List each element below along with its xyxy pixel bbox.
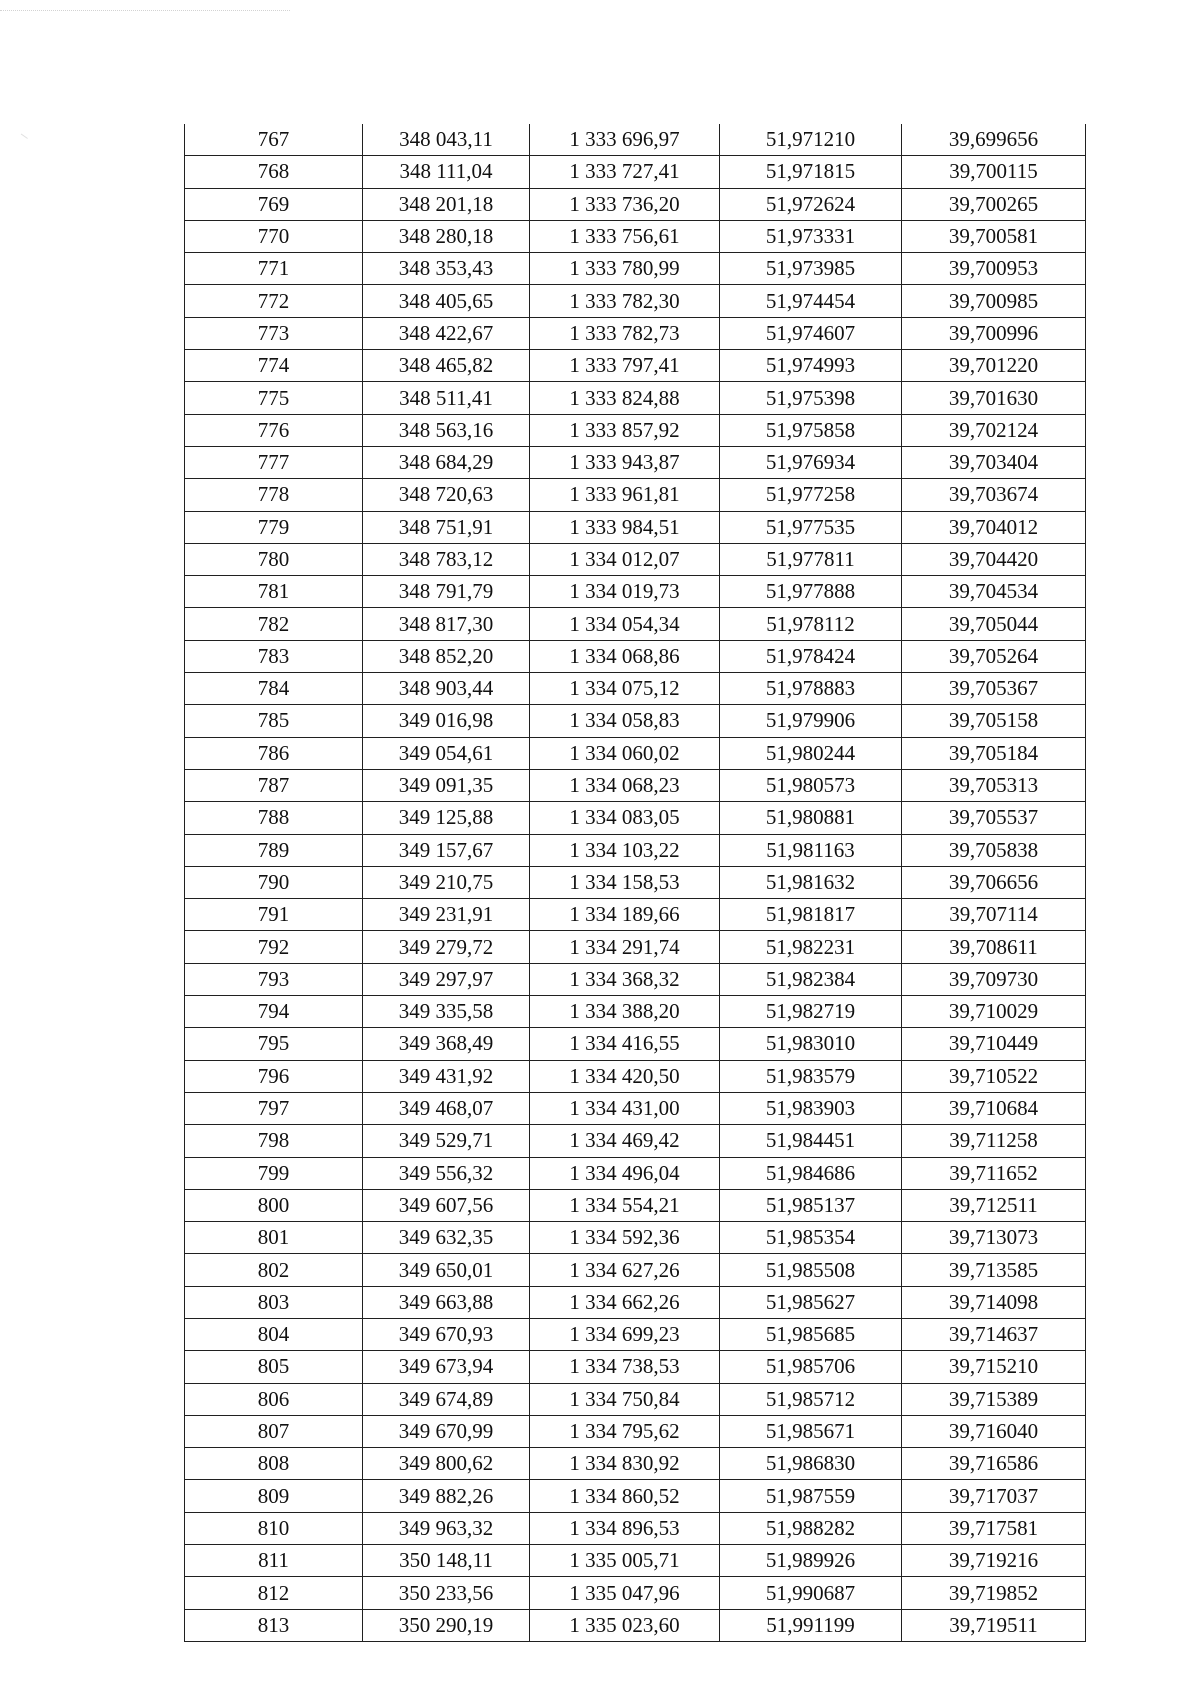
longitude-cell: 39,705838 [902, 834, 1086, 866]
table-row [185, 737, 1086, 769]
latitude-cell: 51,972624 [720, 188, 902, 220]
longitude-cell: 39,716586 [902, 1448, 1086, 1480]
latitude-cell: 51,985137 [720, 1189, 902, 1221]
latitude-cell: 51,985627 [720, 1286, 902, 1318]
table-row [185, 1092, 1086, 1124]
table-row [185, 543, 1086, 575]
latitude-cell: 51,982719 [720, 996, 902, 1028]
y-coordinate-cell: 1 334 368,32 [530, 963, 720, 995]
y-coordinate-cell: 1 334 627,26 [530, 1254, 720, 1286]
point-number-cell: 805 [185, 1351, 363, 1383]
table-row [185, 673, 1086, 705]
y-coordinate-cell: 1 334 019,73 [530, 576, 720, 608]
longitude-cell: 39,700115 [902, 156, 1086, 188]
y-coordinate-cell: 1 334 738,53 [530, 1351, 720, 1383]
y-coordinate-cell: 1 334 830,92 [530, 1448, 720, 1480]
x-coordinate-cell: 349 674,89 [363, 1383, 530, 1415]
point-number-cell: 795 [185, 1028, 363, 1060]
y-coordinate-cell: 1 334 075,12 [530, 673, 720, 705]
longitude-cell: 39,716040 [902, 1415, 1086, 1447]
table-row [185, 1577, 1086, 1609]
table-row [185, 931, 1086, 963]
table-row [185, 1512, 1086, 1544]
point-number-cell: 788 [185, 802, 363, 834]
x-coordinate-cell: 350 233,56 [363, 1577, 530, 1609]
y-coordinate-cell: 1 334 896,53 [530, 1512, 720, 1544]
x-coordinate-cell: 349 054,61 [363, 737, 530, 769]
latitude-cell: 51,985671 [720, 1415, 902, 1447]
x-coordinate-cell: 349 663,88 [363, 1286, 530, 1318]
latitude-cell: 51,980573 [720, 769, 902, 801]
longitude-cell: 39,700581 [902, 220, 1086, 252]
table-row [185, 124, 1086, 156]
longitude-cell: 39,705367 [902, 673, 1086, 705]
x-coordinate-cell: 349 673,94 [363, 1351, 530, 1383]
x-coordinate-cell: 349 670,93 [363, 1318, 530, 1350]
latitude-cell: 51,978424 [720, 640, 902, 672]
y-coordinate-cell: 1 333 943,87 [530, 446, 720, 478]
latitude-cell: 51,984686 [720, 1157, 902, 1189]
longitude-cell: 39,717581 [902, 1512, 1086, 1544]
longitude-cell: 39,711652 [902, 1157, 1086, 1189]
longitude-cell: 39,713073 [902, 1222, 1086, 1254]
x-coordinate-cell: 348 751,91 [363, 511, 530, 543]
x-coordinate-cell: 348 684,29 [363, 446, 530, 478]
longitude-cell: 39,719511 [902, 1609, 1086, 1641]
point-number-cell: 768 [185, 156, 363, 188]
longitude-cell: 39,710684 [902, 1092, 1086, 1124]
latitude-cell: 51,977258 [720, 479, 902, 511]
y-coordinate-cell: 1 334 068,23 [530, 769, 720, 801]
longitude-cell: 39,705184 [902, 737, 1086, 769]
point-number-cell: 808 [185, 1448, 363, 1480]
y-coordinate-cell: 1 334 058,83 [530, 705, 720, 737]
latitude-cell: 51,983010 [720, 1028, 902, 1060]
y-coordinate-cell: 1 334 795,62 [530, 1415, 720, 1447]
latitude-cell: 51,973985 [720, 253, 902, 285]
coordinates-table-body [185, 124, 1086, 1641]
longitude-cell: 39,719216 [902, 1545, 1086, 1577]
longitude-cell: 39,703404 [902, 446, 1086, 478]
x-coordinate-cell: 349 157,67 [363, 834, 530, 866]
table-row [185, 1125, 1086, 1157]
point-number-cell: 793 [185, 963, 363, 995]
point-number-cell: 776 [185, 414, 363, 446]
latitude-cell: 51,977535 [720, 511, 902, 543]
x-coordinate-cell: 348 111,04 [363, 156, 530, 188]
latitude-cell: 51,974993 [720, 350, 902, 382]
y-coordinate-cell: 1 334 554,21 [530, 1189, 720, 1221]
y-coordinate-cell: 1 334 750,84 [530, 1383, 720, 1415]
x-coordinate-cell: 349 632,35 [363, 1222, 530, 1254]
table-row [185, 1222, 1086, 1254]
point-number-cell: 778 [185, 479, 363, 511]
longitude-cell: 39,705264 [902, 640, 1086, 672]
longitude-cell: 39,714098 [902, 1286, 1086, 1318]
x-coordinate-cell: 348 852,20 [363, 640, 530, 672]
x-coordinate-cell: 349 279,72 [363, 931, 530, 963]
latitude-cell: 51,973331 [720, 220, 902, 252]
point-number-cell: 771 [185, 253, 363, 285]
point-number-cell: 774 [185, 350, 363, 382]
table-row [185, 1545, 1086, 1577]
latitude-cell: 51,983903 [720, 1092, 902, 1124]
table-row [185, 1157, 1086, 1189]
table-row [185, 188, 1086, 220]
point-number-cell: 799 [185, 1157, 363, 1189]
point-number-cell: 783 [185, 640, 363, 672]
y-coordinate-cell: 1 334 592,36 [530, 1222, 720, 1254]
point-number-cell: 806 [185, 1383, 363, 1415]
x-coordinate-cell: 348 422,67 [363, 317, 530, 349]
latitude-cell: 51,978883 [720, 673, 902, 705]
y-coordinate-cell: 1 333 961,81 [530, 479, 720, 511]
longitude-cell: 39,700996 [902, 317, 1086, 349]
longitude-cell: 39,710449 [902, 1028, 1086, 1060]
point-number-cell: 770 [185, 220, 363, 252]
table-row [185, 1286, 1086, 1318]
longitude-cell: 39,701630 [902, 382, 1086, 414]
latitude-cell: 51,975858 [720, 414, 902, 446]
latitude-cell: 51,985712 [720, 1383, 902, 1415]
point-number-cell: 781 [185, 576, 363, 608]
point-number-cell: 794 [185, 996, 363, 1028]
y-coordinate-cell: 1 333 727,41 [530, 156, 720, 188]
table-row [185, 834, 1086, 866]
longitude-cell: 39,710029 [902, 996, 1086, 1028]
y-coordinate-cell: 1 333 824,88 [530, 382, 720, 414]
y-coordinate-cell: 1 333 736,20 [530, 188, 720, 220]
table-row [185, 640, 1086, 672]
table-row [185, 511, 1086, 543]
x-coordinate-cell: 348 405,65 [363, 285, 530, 317]
x-coordinate-cell: 349 016,98 [363, 705, 530, 737]
x-coordinate-cell: 349 650,01 [363, 1254, 530, 1286]
longitude-cell: 39,700265 [902, 188, 1086, 220]
y-coordinate-cell: 1 333 756,61 [530, 220, 720, 252]
table-row [185, 285, 1086, 317]
longitude-cell: 39,719852 [902, 1577, 1086, 1609]
longitude-cell: 39,712511 [902, 1189, 1086, 1221]
latitude-cell: 51,971815 [720, 156, 902, 188]
table-row [185, 253, 1086, 285]
y-coordinate-cell: 1 333 984,51 [530, 511, 720, 543]
point-number-cell: 777 [185, 446, 363, 478]
y-coordinate-cell: 1 334 189,66 [530, 899, 720, 931]
latitude-cell: 51,983579 [720, 1060, 902, 1092]
x-coordinate-cell: 349 963,32 [363, 1512, 530, 1544]
y-coordinate-cell: 1 333 857,92 [530, 414, 720, 446]
table-row [185, 899, 1086, 931]
latitude-cell: 51,982384 [720, 963, 902, 995]
table-row [185, 382, 1086, 414]
latitude-cell: 51,974607 [720, 317, 902, 349]
latitude-cell: 51,981632 [720, 866, 902, 898]
table-row [185, 769, 1086, 801]
point-number-cell: 797 [185, 1092, 363, 1124]
point-number-cell: 790 [185, 866, 363, 898]
x-coordinate-cell: 349 431,92 [363, 1060, 530, 1092]
latitude-cell: 51,986830 [720, 1448, 902, 1480]
longitude-cell: 39,707114 [902, 899, 1086, 931]
point-number-cell: 802 [185, 1254, 363, 1286]
y-coordinate-cell: 1 334 060,02 [530, 737, 720, 769]
point-number-cell: 784 [185, 673, 363, 705]
table-row [185, 866, 1086, 898]
table-row [185, 802, 1086, 834]
table-row [185, 608, 1086, 640]
table-row [185, 1383, 1086, 1415]
latitude-cell: 51,985706 [720, 1351, 902, 1383]
x-coordinate-cell: 349 091,35 [363, 769, 530, 801]
point-number-cell: 780 [185, 543, 363, 575]
x-coordinate-cell: 348 563,16 [363, 414, 530, 446]
longitude-cell: 39,705537 [902, 802, 1086, 834]
coordinates-table [184, 124, 1086, 1642]
latitude-cell: 51,985354 [720, 1222, 902, 1254]
longitude-cell: 39,708611 [902, 931, 1086, 963]
y-coordinate-cell: 1 334 158,53 [530, 866, 720, 898]
scan-noise-mark [16, 134, 28, 146]
longitude-cell: 39,702124 [902, 414, 1086, 446]
table-row [185, 414, 1086, 446]
x-coordinate-cell: 350 290,19 [363, 1609, 530, 1641]
point-number-cell: 812 [185, 1577, 363, 1609]
longitude-cell: 39,709730 [902, 963, 1086, 995]
x-coordinate-cell: 349 210,75 [363, 866, 530, 898]
latitude-cell: 51,977888 [720, 576, 902, 608]
longitude-cell: 39,705313 [902, 769, 1086, 801]
latitude-cell: 51,978112 [720, 608, 902, 640]
x-coordinate-cell: 348 201,18 [363, 188, 530, 220]
x-coordinate-cell: 348 511,41 [363, 382, 530, 414]
point-number-cell: 813 [185, 1609, 363, 1641]
point-number-cell: 775 [185, 382, 363, 414]
longitude-cell: 39,704012 [902, 511, 1086, 543]
table-row [185, 576, 1086, 608]
table-row [185, 996, 1086, 1028]
y-coordinate-cell: 1 334 431,00 [530, 1092, 720, 1124]
y-coordinate-cell: 1 334 699,23 [530, 1318, 720, 1350]
table-row [185, 1318, 1086, 1350]
longitude-cell: 39,699656 [902, 124, 1086, 156]
longitude-cell: 39,714637 [902, 1318, 1086, 1350]
point-number-cell: 786 [185, 737, 363, 769]
table-row [185, 1254, 1086, 1286]
table-row [185, 705, 1086, 737]
longitude-cell: 39,704420 [902, 543, 1086, 575]
latitude-cell: 51,981163 [720, 834, 902, 866]
y-coordinate-cell: 1 334 420,50 [530, 1060, 720, 1092]
point-number-cell: 807 [185, 1415, 363, 1447]
table-row [185, 1028, 1086, 1060]
y-coordinate-cell: 1 335 023,60 [530, 1609, 720, 1641]
y-coordinate-cell: 1 334 496,04 [530, 1157, 720, 1189]
latitude-cell: 51,985685 [720, 1318, 902, 1350]
y-coordinate-cell: 1 334 054,34 [530, 608, 720, 640]
longitude-cell: 39,700953 [902, 253, 1086, 285]
x-coordinate-cell: 348 817,30 [363, 608, 530, 640]
point-number-cell: 810 [185, 1512, 363, 1544]
point-number-cell: 791 [185, 899, 363, 931]
point-number-cell: 801 [185, 1222, 363, 1254]
longitude-cell: 39,713585 [902, 1254, 1086, 1286]
latitude-cell: 51,975398 [720, 382, 902, 414]
point-number-cell: 789 [185, 834, 363, 866]
longitude-cell: 39,700985 [902, 285, 1086, 317]
x-coordinate-cell: 350 148,11 [363, 1545, 530, 1577]
longitude-cell: 39,715210 [902, 1351, 1086, 1383]
x-coordinate-cell: 348 043,11 [363, 124, 530, 156]
scan-noise-line [0, 10, 290, 13]
y-coordinate-cell: 1 335 047,96 [530, 1577, 720, 1609]
point-number-cell: 804 [185, 1318, 363, 1350]
x-coordinate-cell: 349 529,71 [363, 1125, 530, 1157]
longitude-cell: 39,717037 [902, 1480, 1086, 1512]
x-coordinate-cell: 348 720,63 [363, 479, 530, 511]
table-row [185, 446, 1086, 478]
x-coordinate-cell: 349 468,07 [363, 1092, 530, 1124]
y-coordinate-cell: 1 333 782,30 [530, 285, 720, 317]
point-number-cell: 811 [185, 1545, 363, 1577]
point-number-cell: 773 [185, 317, 363, 349]
coordinates-table-container [184, 124, 1080, 1642]
x-coordinate-cell: 349 882,26 [363, 1480, 530, 1512]
latitude-cell: 51,971210 [720, 124, 902, 156]
point-number-cell: 772 [185, 285, 363, 317]
point-number-cell: 796 [185, 1060, 363, 1092]
y-coordinate-cell: 1 333 782,73 [530, 317, 720, 349]
table-row [185, 317, 1086, 349]
point-number-cell: 792 [185, 931, 363, 963]
longitude-cell: 39,715389 [902, 1383, 1086, 1415]
table-row [185, 1189, 1086, 1221]
latitude-cell: 51,989926 [720, 1545, 902, 1577]
x-coordinate-cell: 348 783,12 [363, 543, 530, 575]
x-coordinate-cell: 348 903,44 [363, 673, 530, 705]
longitude-cell: 39,704534 [902, 576, 1086, 608]
table-row [185, 350, 1086, 382]
y-coordinate-cell: 1 334 103,22 [530, 834, 720, 866]
latitude-cell: 51,980881 [720, 802, 902, 834]
point-number-cell: 779 [185, 511, 363, 543]
latitude-cell: 51,982231 [720, 931, 902, 963]
x-coordinate-cell: 348 791,79 [363, 576, 530, 608]
longitude-cell: 39,710522 [902, 1060, 1086, 1092]
x-coordinate-cell: 348 465,82 [363, 350, 530, 382]
x-coordinate-cell: 349 368,49 [363, 1028, 530, 1060]
latitude-cell: 51,981817 [720, 899, 902, 931]
x-coordinate-cell: 349 231,91 [363, 899, 530, 931]
y-coordinate-cell: 1 334 068,86 [530, 640, 720, 672]
latitude-cell: 51,980244 [720, 737, 902, 769]
x-coordinate-cell: 349 335,58 [363, 996, 530, 1028]
latitude-cell: 51,977811 [720, 543, 902, 575]
table-row [185, 963, 1086, 995]
table-row [185, 220, 1086, 252]
y-coordinate-cell: 1 334 012,07 [530, 543, 720, 575]
x-coordinate-cell: 349 556,32 [363, 1157, 530, 1189]
x-coordinate-cell: 349 800,62 [363, 1448, 530, 1480]
x-coordinate-cell: 349 670,99 [363, 1415, 530, 1447]
table-row [185, 1351, 1086, 1383]
x-coordinate-cell: 348 353,43 [363, 253, 530, 285]
longitude-cell: 39,705158 [902, 705, 1086, 737]
table-row [185, 156, 1086, 188]
latitude-cell: 51,976934 [720, 446, 902, 478]
y-coordinate-cell: 1 334 388,20 [530, 996, 720, 1028]
latitude-cell: 51,984451 [720, 1125, 902, 1157]
latitude-cell: 51,987559 [720, 1480, 902, 1512]
longitude-cell: 39,701220 [902, 350, 1086, 382]
latitude-cell: 51,990687 [720, 1577, 902, 1609]
y-coordinate-cell: 1 333 797,41 [530, 350, 720, 382]
point-number-cell: 785 [185, 705, 363, 737]
x-coordinate-cell: 349 607,56 [363, 1189, 530, 1221]
y-coordinate-cell: 1 334 083,05 [530, 802, 720, 834]
latitude-cell: 51,985508 [720, 1254, 902, 1286]
y-coordinate-cell: 1 334 860,52 [530, 1480, 720, 1512]
table-row [185, 1480, 1086, 1512]
point-number-cell: 809 [185, 1480, 363, 1512]
y-coordinate-cell: 1 333 780,99 [530, 253, 720, 285]
point-number-cell: 787 [185, 769, 363, 801]
point-number-cell: 798 [185, 1125, 363, 1157]
point-number-cell: 782 [185, 608, 363, 640]
latitude-cell: 51,979906 [720, 705, 902, 737]
y-coordinate-cell: 1 334 662,26 [530, 1286, 720, 1318]
longitude-cell: 39,705044 [902, 608, 1086, 640]
table-row [185, 1448, 1086, 1480]
point-number-cell: 803 [185, 1286, 363, 1318]
longitude-cell: 39,711258 [902, 1125, 1086, 1157]
latitude-cell: 51,974454 [720, 285, 902, 317]
point-number-cell: 767 [185, 124, 363, 156]
longitude-cell: 39,703674 [902, 479, 1086, 511]
latitude-cell: 51,988282 [720, 1512, 902, 1544]
x-coordinate-cell: 348 280,18 [363, 220, 530, 252]
point-number-cell: 800 [185, 1189, 363, 1221]
longitude-cell: 39,706656 [902, 866, 1086, 898]
x-coordinate-cell: 349 297,97 [363, 963, 530, 995]
table-row [185, 1609, 1086, 1641]
y-coordinate-cell: 1 334 291,74 [530, 931, 720, 963]
table-row [185, 1415, 1086, 1447]
y-coordinate-cell: 1 333 696,97 [530, 124, 720, 156]
x-coordinate-cell: 349 125,88 [363, 802, 530, 834]
y-coordinate-cell: 1 334 416,55 [530, 1028, 720, 1060]
point-number-cell: 769 [185, 188, 363, 220]
latitude-cell: 51,991199 [720, 1609, 902, 1641]
y-coordinate-cell: 1 335 005,71 [530, 1545, 720, 1577]
table-row [185, 479, 1086, 511]
table-row [185, 1060, 1086, 1092]
y-coordinate-cell: 1 334 469,42 [530, 1125, 720, 1157]
